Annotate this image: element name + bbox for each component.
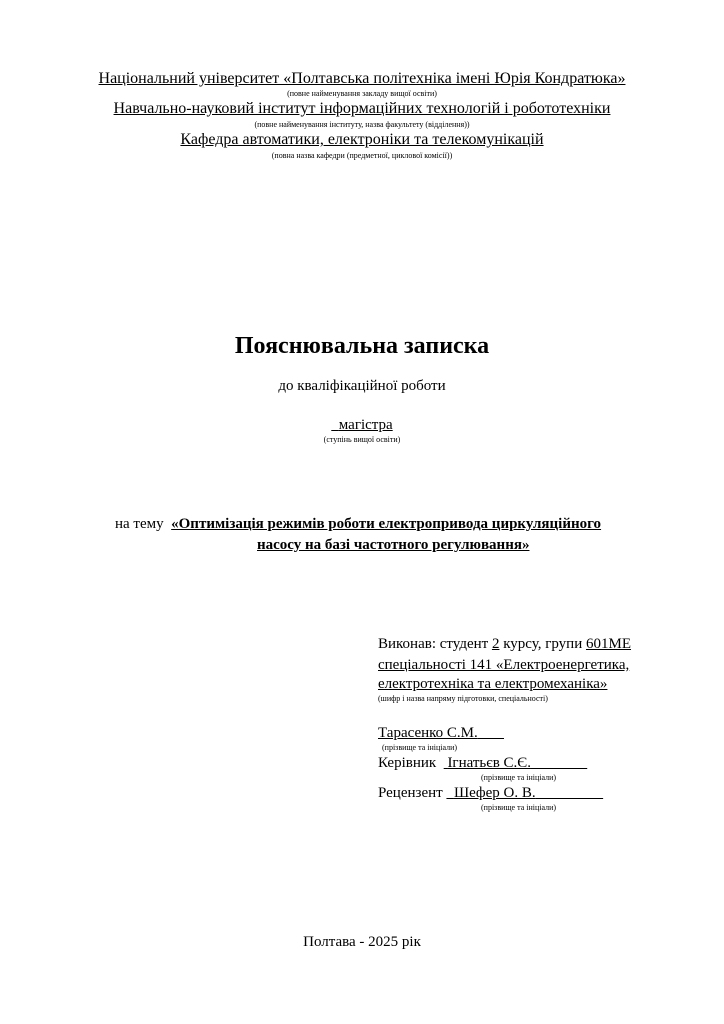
document-subtitle: до кваліфікаційної роботи xyxy=(278,378,446,394)
topic-title-line-1: «Оптимізація режимів роботи електропривода циркуляційного xyxy=(171,516,602,532)
department-name: Кафедра автоматики, електроніки та телекомунікацій xyxy=(180,131,544,148)
reviewer-line xyxy=(378,784,603,803)
department-note: (повна назва кафедри (предметної, циклової комісії)) xyxy=(271,151,453,160)
student-note: (прізвище та ініціали) xyxy=(382,743,458,752)
student-name-line xyxy=(378,724,504,743)
reviewer-name: Шефер О. В. xyxy=(453,785,536,801)
specialty-line-1: спеціальності 141 «Електроенергетика, xyxy=(378,657,630,673)
city-year: Полтава - 2025 рік xyxy=(303,934,421,950)
reviewer-label: Рецензент xyxy=(378,785,443,801)
degree xyxy=(0,417,724,434)
university-note: (повне найменування закладу вищої освіти) xyxy=(287,89,437,98)
specialty-line-2: електротехніка та електромеханіка» xyxy=(378,676,608,692)
institute-note: (повне найменування інституту, назва факультету (відділення)) xyxy=(254,120,470,129)
supervisor-line xyxy=(378,754,587,773)
topic-title-line-2: насосу на базі частотного регулювання» xyxy=(257,537,530,553)
specialty-note: (шифр і назва напряму підготовки, спеціальності) xyxy=(378,694,548,703)
document-title: Пояснювальна записка xyxy=(234,333,490,359)
institute-name: Навчально-науковий інститут інформаційних технологій і робототехніки xyxy=(113,100,611,117)
topic-line-1 xyxy=(115,516,601,533)
supervisor-label: Керівник xyxy=(378,755,437,771)
course-number: 2 xyxy=(491,636,500,652)
supervisor-note: (прізвище та ініціали) xyxy=(481,773,557,782)
performed-by: Виконав: студент 2 курсу, групи 601МЕ xyxy=(378,636,631,652)
group-code: 601МЕ xyxy=(585,636,631,652)
supervisor-name: Ігнатьєв С.Є. xyxy=(447,755,531,771)
topic-line-2 xyxy=(257,536,529,554)
student-name: Тарасенко С.М. xyxy=(378,725,478,741)
reviewer-note: (прізвище та ініціали) xyxy=(481,803,557,812)
degree-value: магістра xyxy=(338,417,393,433)
university-name: Національний університет «Полтавська політехніка імені Юрія Кондратюка» xyxy=(98,70,626,87)
topic-prefix: на тему xyxy=(115,516,164,532)
degree-note: (ступінь вищої освіти) xyxy=(323,435,401,444)
